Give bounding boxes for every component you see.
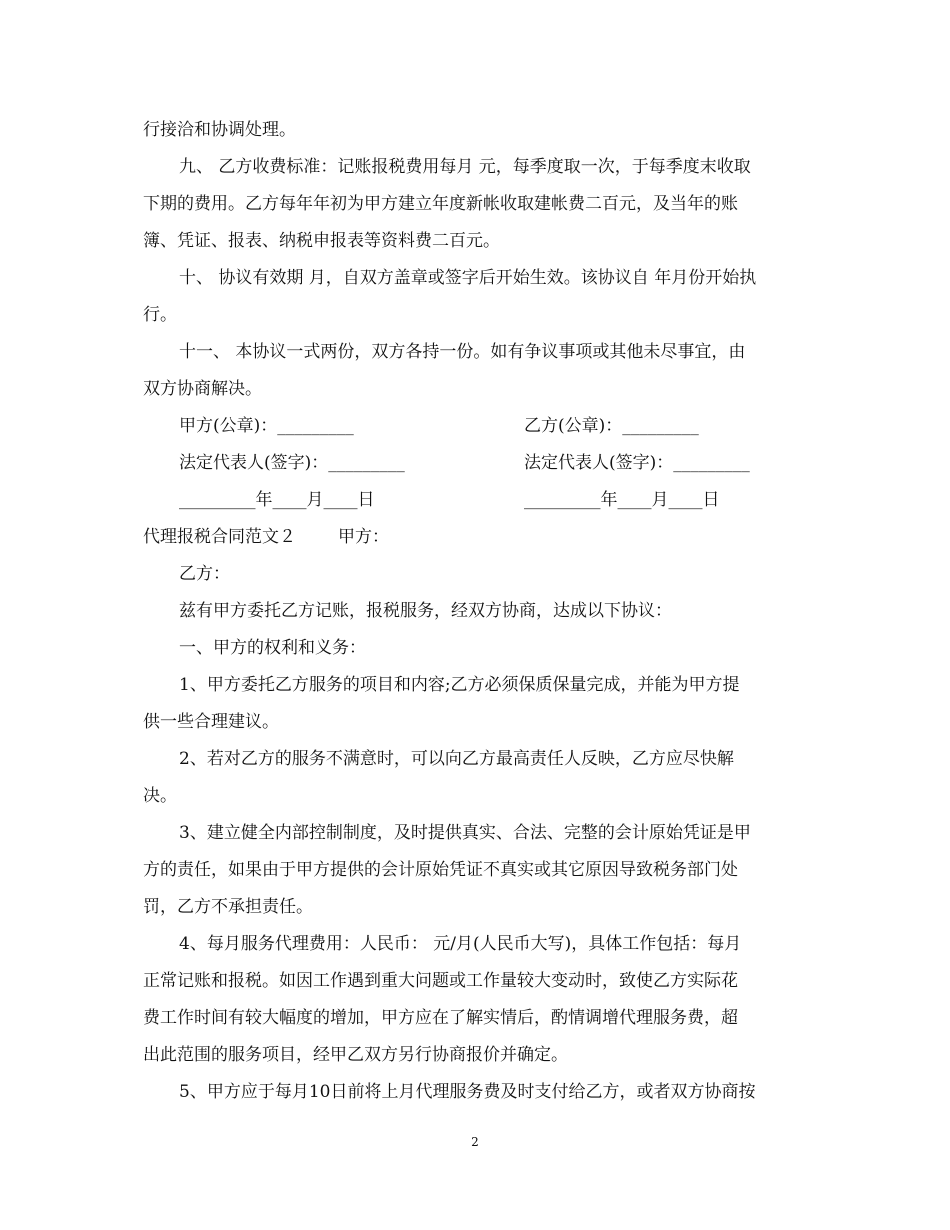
paragraph-line: 行。	[143, 305, 177, 325]
party-a-seal-line: 甲方(公章)：_________	[179, 416, 354, 436]
paragraph-line: 4、每月服务代理费用：人民币： 元/月(人民币大写)，具体工作包括：每月	[179, 934, 742, 954]
paragraph-line: 十、 协议有效期 月，自双方盖章或签字后开始生效。该协议自 年月份开始执	[179, 268, 757, 288]
paragraph-line: 罚，乙方不承担责任。	[143, 897, 313, 917]
contract-title: 代理报税合同范文２	[143, 527, 296, 547]
signature-row	[143, 408, 807, 445]
party-b-representative-line: 法定代表人(签字)：_________	[524, 453, 750, 473]
paragraph-line: 1、甲方委托乙方服务的项目和内容;乙方必须保质保量完成，并能为甲方提	[179, 675, 740, 695]
paragraph-line: 行接洽和协调处理。	[143, 120, 296, 140]
section-heading: 一、甲方的权利和义务：	[179, 638, 366, 658]
paragraph-line: 供一些合理建议。	[143, 712, 279, 732]
paragraph-line: 双方协商解决。	[143, 379, 262, 399]
signature-row	[143, 482, 807, 519]
page-number: 2	[471, 1135, 479, 1149]
party-b-date-line: _________年____月____日	[524, 490, 720, 510]
signature-row	[143, 445, 807, 482]
paragraph-line: 簿、凭证、报表、纳税申报表等资料费二百元。	[143, 231, 500, 251]
paragraph-line: 方的责任，如果由于甲方提供的会计原始凭证不真实或其它原因导致税务部门处	[143, 860, 738, 880]
party-a-representative-line: 法定代表人(签字)：_________	[179, 453, 405, 473]
paragraph-line: 2、若对乙方的服务不满意时，可以向乙方最高责任人反映，乙方应尽快解	[179, 749, 734, 769]
paragraph-line: 3、建立健全内部控制制度，及时提供真实、合法、完整的会计原始凭证是甲	[179, 823, 751, 843]
document-body	[143, 112, 807, 1111]
paragraph-line: 正常记账和报税。如因工作遇到重大问题或工作量较大变动时，致使乙方实际花	[143, 971, 738, 991]
paragraph-line: 出此范围的服务项目，经甲乙双方另行协商报价并确定。	[143, 1045, 568, 1065]
paragraph-line: 乙方：	[179, 564, 230, 584]
paragraph-line: 九、 乙方收费标准：记账报税费用每月 元，每季度取一次，于每季度末收取	[179, 157, 751, 177]
paragraph-line: 费工作时间有较大幅度的增加，甲方应在了解实情后，酌情调增代理服务费，超	[143, 1008, 738, 1028]
party-b-seal-line: 乙方(公章)：_________	[524, 416, 699, 436]
party-a-date-line: _________年____月____日	[179, 490, 375, 510]
paragraph-line: 下期的费用。乙方每年年初为甲方建立年度新帐收取建帐费二百元，及当年的账	[143, 194, 738, 214]
paragraph-line: 决。	[143, 786, 177, 806]
contract-heading	[143, 519, 807, 556]
paragraph-line: 5、甲方应于每月10日前将上月代理服务费及时支付给乙方，或者双方协商按	[179, 1082, 756, 1102]
party-a-label: 甲方：	[338, 527, 389, 547]
paragraph-line: 十一、 本协议一式两份，双方各持一份。如有争议事项或其他未尽事宜，由	[179, 342, 746, 362]
paragraph-line: 兹有甲方委托乙方记账，报税服务，经双方协商，达成以下协议：	[179, 601, 672, 621]
